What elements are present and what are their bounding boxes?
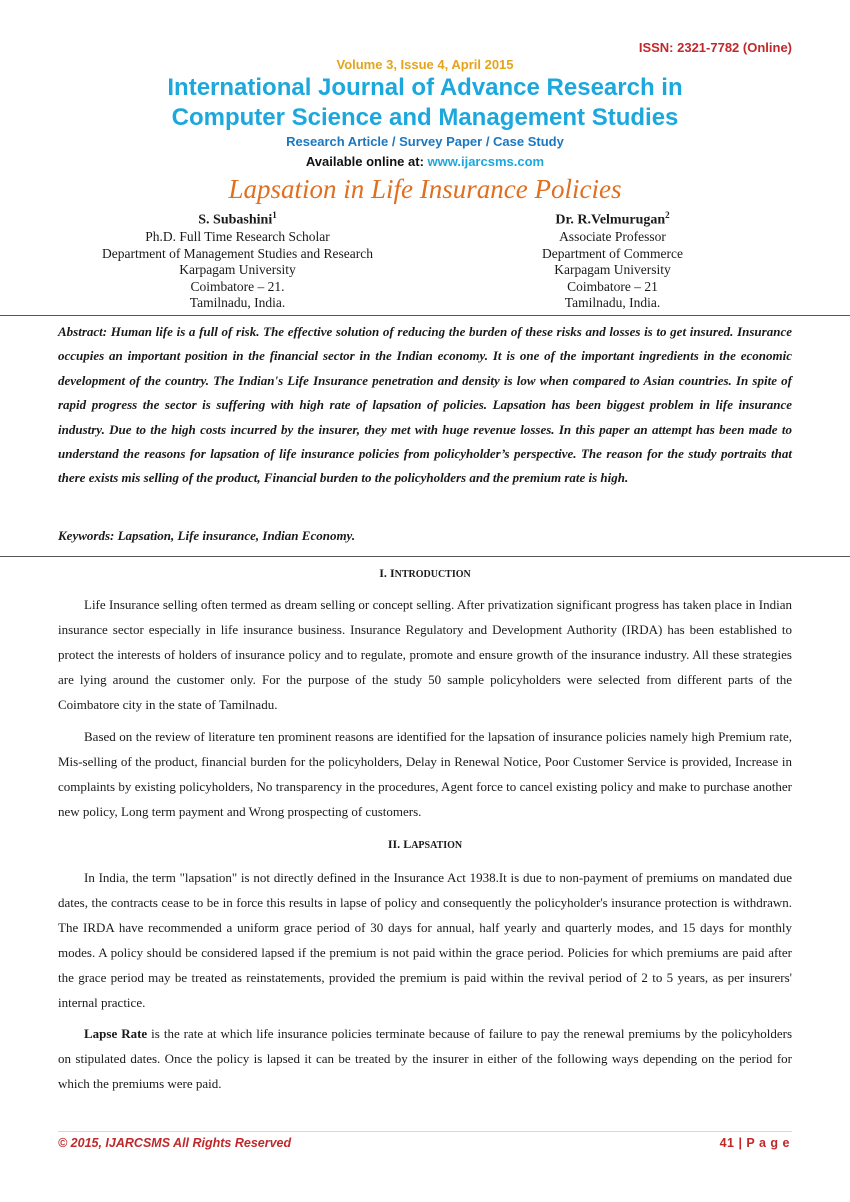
research-types: Research Article / Survey Paper / Case Study	[286, 134, 564, 149]
copyright: © 2015, IJARCSMS All Rights Reserved	[58, 1136, 292, 1150]
author-line: Tamilnadu, India.	[564, 295, 661, 311]
author-line: Karpagam University	[554, 262, 671, 278]
section-heading-introduction	[0, 566, 850, 581]
author-block-2	[470, 207, 755, 312]
journal-title	[0, 73, 850, 133]
divider	[0, 315, 850, 316]
author-line: Coimbatore – 21	[567, 278, 658, 294]
journal-title-line2: Computer Science and Management Studies	[171, 104, 679, 131]
lapse-rate-term: Lapse Rate	[84, 1026, 148, 1041]
author-affil-sup: 2	[665, 210, 670, 220]
author-name-text: Dr. R.Velmurugan	[555, 212, 666, 228]
available-label: Available online at:	[305, 154, 428, 169]
section-title-rest: NTRODUCTION	[394, 569, 471, 580]
section-number: II.	[387, 837, 404, 851]
keywords: Keywords: Lapsation, Life insurance, Indian Economy.	[58, 528, 356, 543]
author-affil-sup: 1	[272, 210, 277, 220]
section-number: I.	[379, 566, 390, 580]
paragraph: Life Insurance selling often termed as dream selling or concept selling. After privatization significant progress has taken place in Indian insurance sector especially in life insurance business. Insurance Regulatory and Development Authority (IRDA) has been established to protect the interests of holders of insurance policy and to regulate, promote and ensure growth of the insurance industry. All these strategies are lying around the customer only. For the purpose of the study 50 sample policyholders were selected from different parts of the Coimbatore city in the state of Tamilnadu.	[58, 597, 792, 712]
issn-label: ISSN: 2321-7782 (Online)	[638, 40, 792, 55]
journal-url-link[interactable]: www.ijarcsms.com	[427, 154, 545, 169]
paragraph-lapse-rate	[58, 1021, 792, 1096]
footer-divider	[58, 1131, 792, 1132]
available-online	[0, 154, 850, 169]
paragraph: In India, the term "lapsation" is not directly defined in the Insurance Act 1938.It is due to non-payment of premiums on mandated due dates, the contracts cease to be in force this results in lapse of policy and consequently the policyholder's insurance protection is withdrawn. The IRDA have recommended a uniform grace period of 30 days for annual, half yearly and quarterly modes, and 15 days for monthly modes. A policy should be considered lapsed if the premium is not paid within the grace period. Policies for which premiums are paid after the grace period may be treated as reinstatements, provided the premium is paid within the revival period of 2 to 5 years, as per insurers' internal practice.	[58, 870, 792, 1010]
author-name	[70, 207, 405, 229]
author-line: Karpagam University	[179, 262, 296, 278]
page-number: 41 | P a g e	[719, 1136, 790, 1150]
author-line: Coimbatore – 21.	[190, 278, 285, 294]
author-line: Associate Professor	[559, 229, 666, 245]
author-line: Tamilnadu, India.	[189, 295, 286, 311]
author-name-text: S. Subashini	[198, 212, 273, 228]
author-name	[470, 207, 755, 229]
author-line: Ph.D. Full Time Research Scholar	[145, 229, 330, 245]
section-heading-lapsation	[0, 837, 850, 852]
author-line: Department of Management Studies and Research	[101, 245, 374, 261]
lapse-rate-text: is the rate at which life insurance policies terminate because of failure to pay the renewal premiums by the policyholders on stipulated dates. Once the policy is lapsed it can be treated by the insurer in either of the following ways depending on the period for which the premiums were paid.	[58, 1026, 792, 1091]
abstract: Abstract: Human life is a full of risk. The effective solution of reducing the burden of these risks and losses is to get insured. Insurance occupies an important position in the financial sector in the Indian economy. It is one of the important ingredients in the economic development of the country. The Indian's Life Insurance penetration and density is low when compared to Asian countries. In spite of rapid progress the sector is suffering with high rate of lapsation of policies. Lapsation has been biggest problem in life insurance industry. Due to the high costs incurred by the insurer, they met with huge revenue losses. In this paper an attempt has been made to understand the reasons for lapsation of life insurance policies from policyholder’s perspective. The reason for the study portraits that there exists mis selling of the product, Financial burden to the policyholders and the premium rate is high.	[58, 324, 792, 486]
divider	[0, 556, 850, 557]
paper-title: Lapsation in Life Insurance Policies	[228, 174, 622, 204]
section-title-rest: APSATION	[411, 840, 463, 851]
volume-issue: Volume 3, Issue 4, April 2015	[336, 57, 514, 72]
paragraph: Based on the review of literature ten prominent reasons are identified for the lapsation of insurance policies namely high Premium rate, Mis-selling of the product, financial burden for the policyholders, Delay in Renewal Notice, Poor Customer Service is provided, Increase in complaints by existing policyholders, No transparency in the procedures, Agent force to cancel existing policy and make to purchase another new policy, Long term payment and Wrong prospecting of customers.	[58, 729, 792, 819]
author-line: Department of Commerce	[542, 245, 683, 261]
journal-title-line1: International Journal of Advance Research in	[167, 74, 683, 101]
author-block-1	[70, 207, 405, 312]
section-title-initial: L	[403, 837, 412, 851]
section-title-initial: I	[389, 566, 395, 580]
